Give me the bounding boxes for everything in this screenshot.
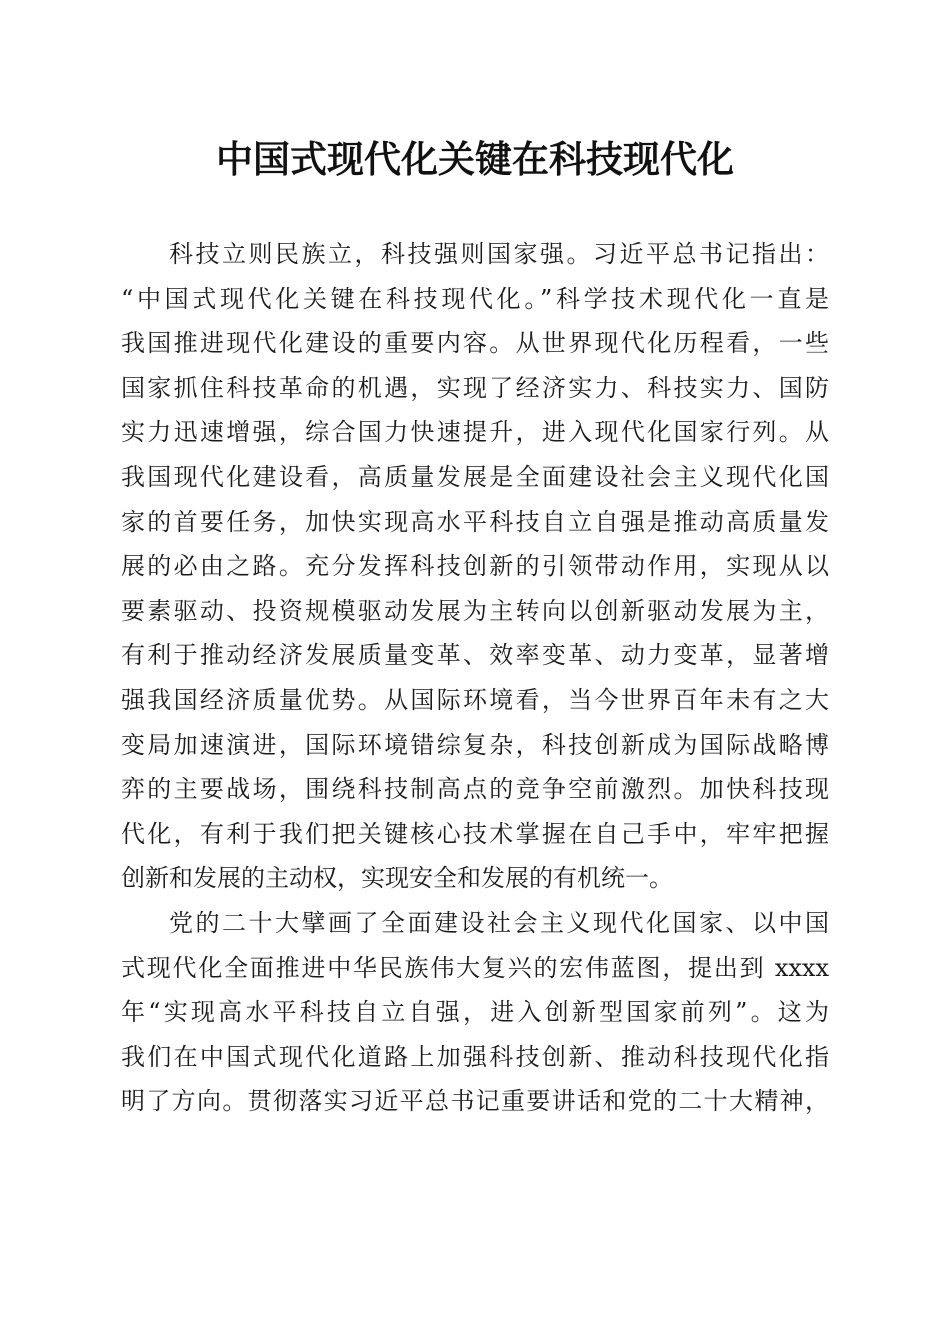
paragraph-1-line: 弈的主要战场，围绕科技制高点的竞争空前激烈。加快科技现 (121, 775, 829, 804)
paragraph-1-line: 家的首要任务，加快实现高水平科技自立自强是推动高质量发 (121, 507, 829, 536)
paragraph-1-line: 展的必由之路。充分发挥科技创新的引领带动作用，实现从以 (121, 552, 829, 581)
paragraph-2-line: 年“实现高水平科技自立自强，进入创新型国家前列”。这为 (121, 998, 829, 1027)
paragraph-1-line: 要素驱动、投资规模驱动发展为主转向以创新驱动发展为主， (121, 596, 829, 625)
paragraph-1-line: 国家抓住科技革命的机遇，实现了经济实力、科技实力、国防 (121, 373, 829, 402)
paragraph-1-line: 变局加速演进，国际环境错综复杂，科技创新成为国际战略博 (121, 730, 829, 759)
document-body (121, 232, 829, 1124)
paragraph-2-line: 式现代化全面推进中华民族伟大复兴的宏伟蓝图，提出到 xxxx (121, 953, 829, 982)
paragraph-1-line: 代化，有利于我们把关键核心技术掌握在自己手中，牢牢把握 (121, 819, 829, 848)
paragraph-2-line: 明了方向。贯彻落实习近平总书记重要讲话和党的二十大精神， (121, 1087, 829, 1116)
paragraph-2-line: 党的二十大擘画了全面建设社会主义现代化国家、以中国 (169, 908, 829, 937)
paragraph-1-line: 我国推进现代化建设的重要内容。从世界现代化历程看，一些 (121, 329, 829, 358)
paragraph-1-line: 有利于推动经济发展质量变革、效率变革、动力变革，显著增 (121, 641, 829, 670)
paragraph-1-line: 我国现代化建设看，高质量发展是全面建设社会主义现代化国 (121, 462, 829, 491)
paragraph-1-line: “中国式现代化关键在科技现代化。”科学技术现代化一直是 (121, 284, 829, 313)
paragraph-1-line: 实力迅速增强，综合国力快速提升，进入现代化国家行列。从 (121, 418, 829, 447)
paragraph-1-line: 创新和发展的主动权，实现安全和发展的有机统一。 (121, 864, 673, 893)
document-title: 中国式现代化关键在科技现代化 (216, 137, 734, 181)
paragraph-2-line: 我们在中国式现代化道路上加强科技创新、推动科技现代化指 (121, 1042, 829, 1071)
paragraph-1-line: 强我国经济质量优势。从国际环境看，当今世界百年未有之大 (121, 685, 829, 714)
paragraph-1-line: 科技立则民族立，科技强则国家强。习近平总书记指出： (169, 240, 829, 268)
